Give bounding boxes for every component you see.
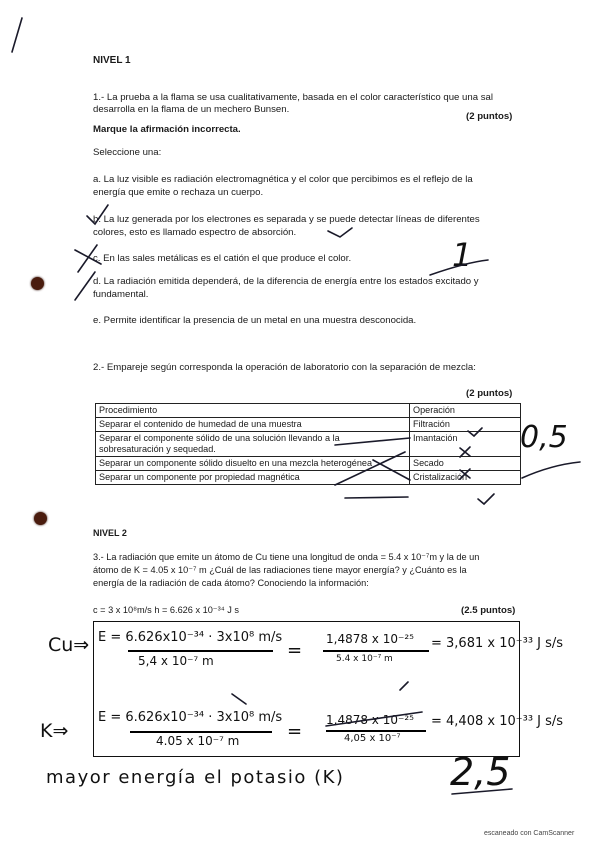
q1-score: 1 xyxy=(452,236,473,274)
match-arrow-4 xyxy=(345,497,408,498)
x-mark-secado xyxy=(460,469,470,479)
score-underline-q1 xyxy=(430,260,488,275)
q2-score: 0,5 xyxy=(520,420,568,455)
cu-result: = 3,681 x 10⁻³³ J s/s xyxy=(431,636,564,651)
q1-option-a-line1[interactable]: a. La luz visible es radiación electromagnética y el color que percibimos es el reflejo de la xyxy=(93,174,473,185)
check-mark-b xyxy=(87,205,108,224)
q1-option-e[interactable]: e. Permite identificar la presencia de un metal en una muestra desconocida. xyxy=(93,315,417,326)
match-arrow-2 xyxy=(335,452,405,485)
q1-option-a-line2: energía que emite o rechaza un cuerpo. xyxy=(93,187,264,198)
handwritten-answer: mayor energía el potasio (K) xyxy=(46,767,345,788)
check-mark-cristalizacion xyxy=(478,494,494,504)
q1-option-b-line1[interactable]: b. La luz generada por los electrones es separada y se puede detectar líneas de diferentes xyxy=(93,214,480,225)
scanner-footer: escaneado con CamScanner xyxy=(484,830,575,837)
table-header-operacion: Operación xyxy=(410,404,521,418)
strike-mark-k xyxy=(326,712,422,726)
q3-line2: átomo de K = 4.05 x 10⁻⁷ m ¿Cuál de las radiaciones tiene mayor energía? y ¿Cuánto es la xyxy=(93,565,467,575)
check-mark-cu xyxy=(400,682,408,690)
q2-text: 2.- Empareje según corresponda la operación de laboratorio con la separación de mezcla: xyxy=(93,362,476,373)
check-mark-k xyxy=(232,694,246,704)
cu-mid-denominator: 5.4 x 10⁻⁷ m xyxy=(336,654,393,664)
tick-mark-b xyxy=(328,228,352,237)
check-mark-filtracion xyxy=(468,428,482,436)
match-arrow-3 xyxy=(373,460,410,480)
x-mark-c xyxy=(75,245,101,272)
table-header-procedimiento: Procedimiento xyxy=(96,404,410,418)
cu-equals: = xyxy=(287,640,303,661)
q1-option-c[interactable]: c. En las sales metálicas es el catión el que produce el color. xyxy=(93,253,352,264)
q3-points: (2.5 puntos) xyxy=(461,605,516,616)
q2-points: (2 puntos) xyxy=(466,388,513,399)
k-result: = 4,408 x 10⁻³³ J s/s xyxy=(431,714,564,729)
procedure-cell: Separar el contenido de humedad de una muestra xyxy=(96,418,410,432)
q1-option-d-line1[interactable]: d. La radiación emitida dependerá, de la diferencia de energía entre los estados excitado y xyxy=(93,276,479,287)
edge-stroke xyxy=(12,18,22,52)
operation-cell[interactable]: Imantación xyxy=(410,432,521,457)
k-mid-denominator: 4,05 x 10⁻⁷ xyxy=(344,733,401,744)
q1-select-prompt: Seleccione una: xyxy=(93,147,162,158)
q1-option-b-line2: colores, esto es llamado espectro de absorción. xyxy=(93,227,297,238)
k-numerator: E = 6.626x10⁻³⁴ · 3x10⁸ m/s xyxy=(98,710,283,725)
k-mid-numerator: 1,4878 x 10⁻²⁵ xyxy=(326,713,414,727)
procedure-cell: Separar el componente sólido de una solución llevando a la sobresaturación y sequedad. xyxy=(96,432,410,457)
operation-cell[interactable]: Cristalización xyxy=(410,471,521,485)
cu-denominator: 5,4 x 10⁻⁷ m xyxy=(138,654,214,668)
procedure-cell: Separar un componente por propiedad magnética xyxy=(96,471,410,485)
x-mark-imantacion xyxy=(460,447,470,457)
q1-option-d-line2: fundamental. xyxy=(93,289,149,300)
slash-mark-d xyxy=(75,272,95,300)
score-underline-q3 xyxy=(452,789,512,794)
q3-line1: 3.- La radiación que emite un átomo de Cu tiene una longitud de onda = 5.4 x 10⁻⁷m y la de un xyxy=(93,552,480,562)
k-denominator: 4.05 x 10⁻⁷ m xyxy=(156,734,240,748)
q1-points: (2 puntos) xyxy=(466,111,513,122)
q1-instruction: Marque la afirmación incorrecta. xyxy=(93,124,241,135)
operation-cell[interactable]: Filtración xyxy=(410,418,521,432)
q1-line1: 1.- La prueba a la flama se usa cualitativamente, basada en el color característico que una sal xyxy=(93,92,493,103)
match-arrow-1 xyxy=(335,438,410,445)
operation-cell[interactable]: Secado xyxy=(410,457,521,471)
k-label: K⇒ xyxy=(40,720,69,742)
q3-score: 2,5 xyxy=(450,750,511,794)
nivel1-heading: NIVEL 1 xyxy=(93,55,131,66)
cu-mid-numerator: 1,4878 x 10⁻²⁵ xyxy=(326,632,414,646)
nivel2-heading: NIVEL 2 xyxy=(93,528,127,538)
q3-constants: c = 3 x 10⁸m/s h = 6.626 x 10⁻³⁴ J s xyxy=(93,605,239,615)
q1-line2: desarrolla en la flama de un mechero Bunsen. xyxy=(93,104,290,115)
procedure-cell: Separar un componente sólido disuelto en una mezcla heterogénea xyxy=(96,457,410,471)
score-underline-q2 xyxy=(522,462,580,478)
cu-label: Cu⇒ xyxy=(48,634,90,656)
q3-line3: energía de la radiación de cada átomo? Conociendo la información: xyxy=(93,578,369,588)
cu-numerator: E = 6.626x10⁻³⁴ · 3x10⁸ m/s xyxy=(98,630,283,645)
k-equals: = xyxy=(287,721,303,742)
